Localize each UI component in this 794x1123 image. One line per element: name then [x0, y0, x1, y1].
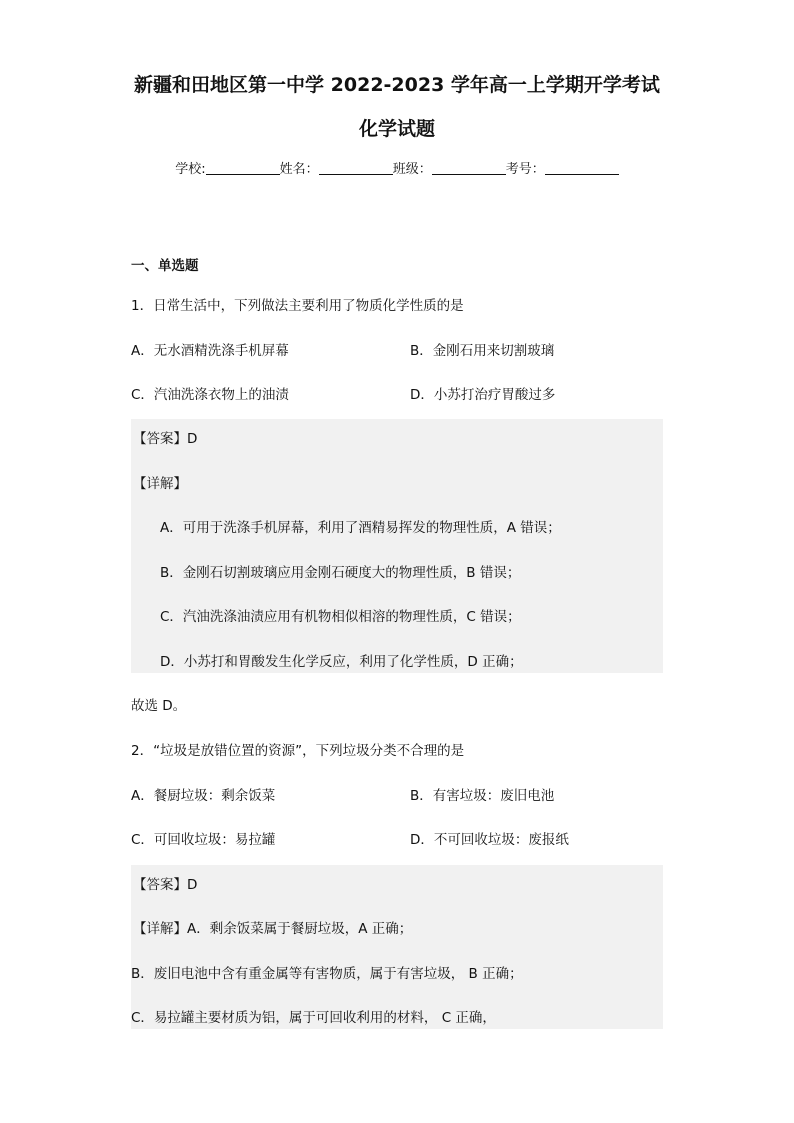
school-label: 学校:	[175, 162, 206, 177]
question-2-detail-b: B．废旧电池中含有重金属等有害物质，属于有害垃圾， B 正确；	[131, 966, 523, 982]
question-2-option-d: D．不可回收垃圾：废报纸	[410, 832, 569, 848]
question-2-answer-box	[131, 865, 663, 1029]
question-2-option-a: A．餐厨垃圾：剩余饭菜	[131, 788, 276, 804]
section-heading: 一、单选题	[131, 258, 199, 274]
question-1-detail-label: 【详解】	[133, 476, 187, 492]
class-label: 班级：	[392, 162, 432, 177]
student-info-line	[0, 158, 794, 177]
question-2-option-c: C．可回收垃圾：易拉罐	[131, 832, 276, 848]
exam-subtitle: 化学试题	[358, 118, 435, 140]
question-1-answer: 【答案】D	[133, 431, 198, 447]
question-2-answer: 【答案】D	[133, 877, 198, 893]
question-1-conclusion: 故选 D。	[131, 698, 187, 714]
exam-title: 新疆和田地区第一中学 2022-2023 学年高一上学期开学考试	[134, 74, 660, 96]
exam-number-blank	[545, 160, 619, 175]
name-label: 姓名：	[279, 162, 319, 177]
school-blank	[206, 160, 280, 175]
name-blank	[319, 160, 393, 175]
question-1-detail-a: A．可用于洗涤手机屏幕，利用了酒精易挥发的物理性质，A 错误；	[160, 520, 561, 536]
question-1-option-a: A．无水酒精洗涤手机屏幕	[131, 343, 289, 359]
class-blank	[432, 160, 506, 175]
question-2-option-b: B．有害垃圾：废旧电池	[410, 788, 555, 804]
question-1-detail-d: D．小苏打和胃酸发生化学反应，利用了化学性质，D 正确；	[160, 654, 523, 670]
question-1-option-c: C．汽油洗涤衣物上的油渍	[131, 387, 289, 403]
question-1-answer-box	[131, 419, 663, 673]
question-1-option-d: D．小苏打治疗胃酸过多	[410, 387, 556, 403]
question-1-stem: 1．日常生活中，下列做法主要利用了物质化学性质的是	[131, 298, 464, 314]
question-2-stem: 2．“垃圾是放错位置的资源”，下列垃圾分类不合理的是	[131, 743, 465, 759]
question-1-detail-b: B．金刚石切割玻璃应用金刚石硬度大的物理性质，B 错误；	[160, 565, 521, 581]
question-2-detail-c: C．易拉罐主要材质为铝，属于可回收利用的材料， C 正确，	[131, 1010, 496, 1026]
question-1-detail-c: C．汽油洗涤油渍应用有机物相似相溶的物理性质，C 错误；	[160, 609, 521, 625]
exam-number-label: 考号：	[505, 162, 545, 177]
question-1-option-b: B．金刚石用来切割玻璃	[410, 343, 555, 359]
question-2-detail-a: 【详解】A．剩余饭菜属于餐厨垃圾，A 正确；	[133, 921, 413, 937]
